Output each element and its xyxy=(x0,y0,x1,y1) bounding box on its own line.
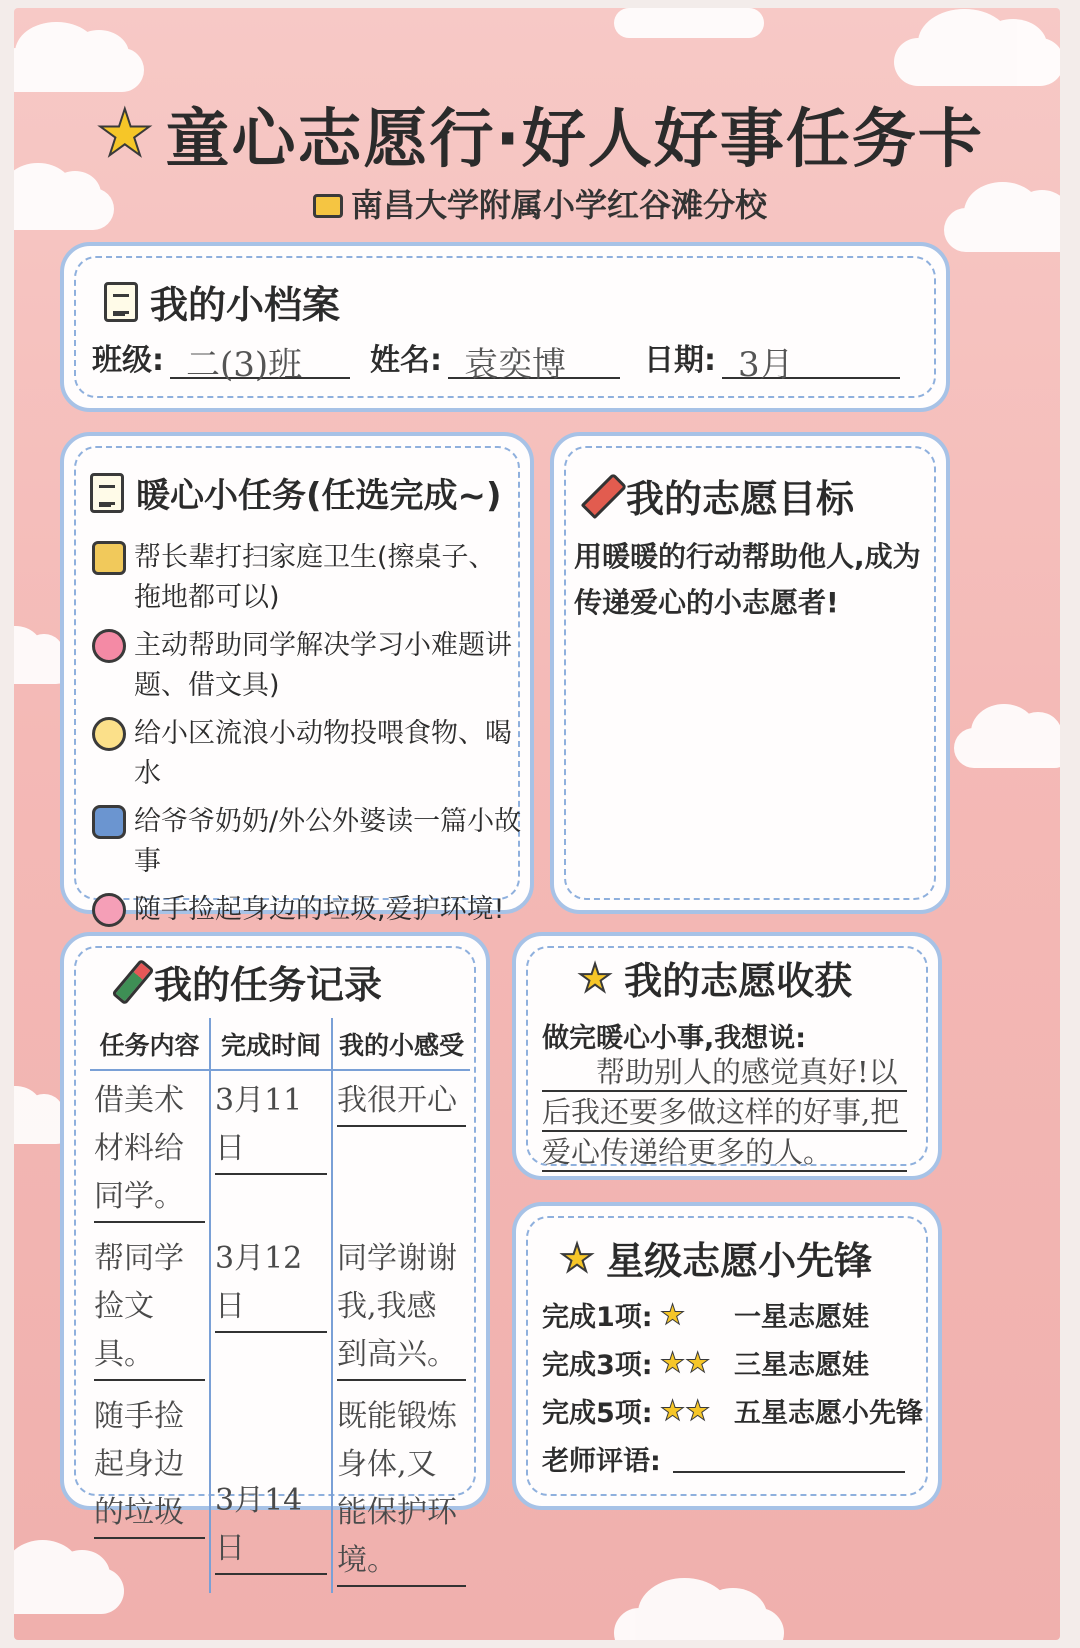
cloud-decoration xyxy=(14,48,144,92)
task-text: 给爷爷奶奶/外公外婆读一篇小故事 xyxy=(134,806,522,877)
page-title xyxy=(96,88,984,180)
level-label: 完成1项: xyxy=(542,1301,653,1333)
star-icon: ★ xyxy=(660,1297,686,1331)
profile-fields xyxy=(92,335,900,385)
harvest-line: 帮助别人的感觉真好!以 xyxy=(542,1052,907,1092)
pioneer-title xyxy=(560,1230,872,1285)
task-content-text: 借美术材料给同学。 xyxy=(94,1077,205,1223)
goal-text: 用暖暖的行动帮助他人,成为传递爱心的小志愿者! xyxy=(574,540,921,619)
level-name: 一星志愿娃 xyxy=(734,1301,869,1333)
harvest-lines[interactable] xyxy=(542,1052,907,1172)
star-icon: ★ xyxy=(96,97,156,171)
harvest-line: 后我还要多做这样的好事,把 xyxy=(542,1092,907,1132)
teacher-comment-label: 老师评语: xyxy=(542,1445,661,1477)
profile-title xyxy=(104,274,340,329)
task-feeling-cell[interactable] xyxy=(332,1229,470,1387)
task-feeling-text: 我很开心 xyxy=(337,1077,466,1127)
tasks-title-text: 暖心小任务(任选完成~) xyxy=(136,476,502,516)
task-time-cell[interactable] xyxy=(210,1387,332,1593)
cake-icon xyxy=(92,805,126,839)
star-icon: ★ xyxy=(578,955,613,1000)
page-title-text: 童心志愿行·好人好事任务卡 xyxy=(165,103,984,177)
task-feeling-cell[interactable] xyxy=(332,1387,470,1593)
list-item xyxy=(92,626,522,706)
record-table xyxy=(90,1018,470,1593)
star-icon: ★★ xyxy=(660,1393,711,1427)
star-levels xyxy=(542,1290,923,1482)
class-label: 班级: xyxy=(92,343,164,378)
list-item xyxy=(92,538,522,618)
task-time-text: 3月11日 xyxy=(215,1077,327,1175)
cloud-decoration xyxy=(614,1608,784,1640)
pioneer-title-text: 星级志愿小先锋 xyxy=(606,1239,873,1283)
date-label: 日期: xyxy=(644,343,716,378)
harvest-line: 爱心传递给更多的人。 xyxy=(542,1132,907,1172)
task-list xyxy=(92,538,522,938)
teacher-comment-field[interactable] xyxy=(673,1443,905,1473)
task-feeling-cell[interactable] xyxy=(332,1070,470,1229)
cloud-decoration xyxy=(614,8,764,38)
level-name: 五星志愿小先锋 xyxy=(734,1397,923,1429)
tasks-title xyxy=(90,468,502,517)
notepad-icon xyxy=(104,282,138,322)
class-field[interactable]: 二(3)班 xyxy=(170,337,350,379)
task-text: 帮长辈打扫家庭卫生(擦桌子、拖地都可以) xyxy=(134,542,496,613)
flower-icon xyxy=(92,629,126,663)
star-icon: ★★ xyxy=(660,1345,711,1379)
notepad-icon xyxy=(90,473,124,513)
bee-icon xyxy=(92,717,126,751)
header xyxy=(0,88,1080,180)
teacher-comment-row xyxy=(542,1434,923,1482)
task-content-cell[interactable] xyxy=(90,1229,210,1387)
star-level-row xyxy=(542,1386,923,1434)
table-row xyxy=(90,1070,470,1229)
level-name: 三星志愿娃 xyxy=(734,1349,869,1381)
goal-title-text: 我的志愿目标 xyxy=(626,477,855,521)
broom-icon xyxy=(92,541,126,575)
name-label: 姓名: xyxy=(370,343,442,378)
task-text: 随手捡起身边的垃圾,爱护环境! xyxy=(134,894,505,925)
task-content-cell[interactable] xyxy=(90,1387,210,1593)
task-time-text: 3月14日 xyxy=(215,1477,327,1575)
table-row xyxy=(90,1387,470,1593)
star-level-row xyxy=(542,1338,923,1386)
task-time-text: 3月12日 xyxy=(215,1235,327,1333)
task-time-cell[interactable] xyxy=(210,1070,332,1229)
date-field[interactable]: 3月 xyxy=(722,337,900,379)
table-row xyxy=(90,1229,470,1387)
cloud-decoration xyxy=(954,728,1060,768)
list-item xyxy=(92,890,522,930)
school-name-text: 南昌大学附属小学红谷滩分校 xyxy=(350,186,767,224)
harvest-title-text: 我的志愿收获 xyxy=(624,959,853,1003)
harvest-title xyxy=(578,950,852,1005)
task-content-text: 帮同学捡文具。 xyxy=(94,1235,205,1381)
task-time-cell[interactable] xyxy=(210,1229,332,1387)
profile-title-text: 我的小档案 xyxy=(150,283,341,327)
task-text: 给小区流浪小动物投喂食物、喝水 xyxy=(134,718,512,789)
list-item xyxy=(92,802,522,882)
task-text: 主动帮助同学解决学习小难题讲题、借文具) xyxy=(134,630,512,701)
task-feeling-text: 既能锻炼身体,又能保护环境。 xyxy=(337,1393,466,1587)
column-header: 我的小感受 xyxy=(332,1018,470,1070)
book-icon xyxy=(313,194,343,218)
record-title-text: 我的任务记录 xyxy=(154,963,383,1007)
level-label: 完成3项: xyxy=(542,1349,653,1381)
goal-title xyxy=(594,468,854,523)
table-header-row xyxy=(90,1018,470,1070)
cloud-decoration xyxy=(894,38,1060,86)
column-header: 完成时间 xyxy=(210,1018,332,1070)
level-label: 完成5项: xyxy=(542,1397,653,1429)
blossom-icon xyxy=(92,893,126,927)
name-field[interactable]: 袁奕博 xyxy=(448,337,620,379)
star-icon: ★ xyxy=(560,1235,595,1280)
record-title xyxy=(124,954,382,1009)
star-level-row xyxy=(542,1290,923,1338)
column-header: 任务内容 xyxy=(90,1018,210,1070)
list-item xyxy=(92,714,522,794)
harvest-prompt: 做完暖心小事,我想说: xyxy=(542,1023,807,1054)
task-content-text: 随手捡起身边的垃圾 xyxy=(94,1393,205,1539)
task-feeling-text: 同学谢谢我,我感到高兴。 xyxy=(337,1235,466,1381)
school-name xyxy=(0,180,1080,226)
task-content-cell[interactable] xyxy=(90,1070,210,1229)
